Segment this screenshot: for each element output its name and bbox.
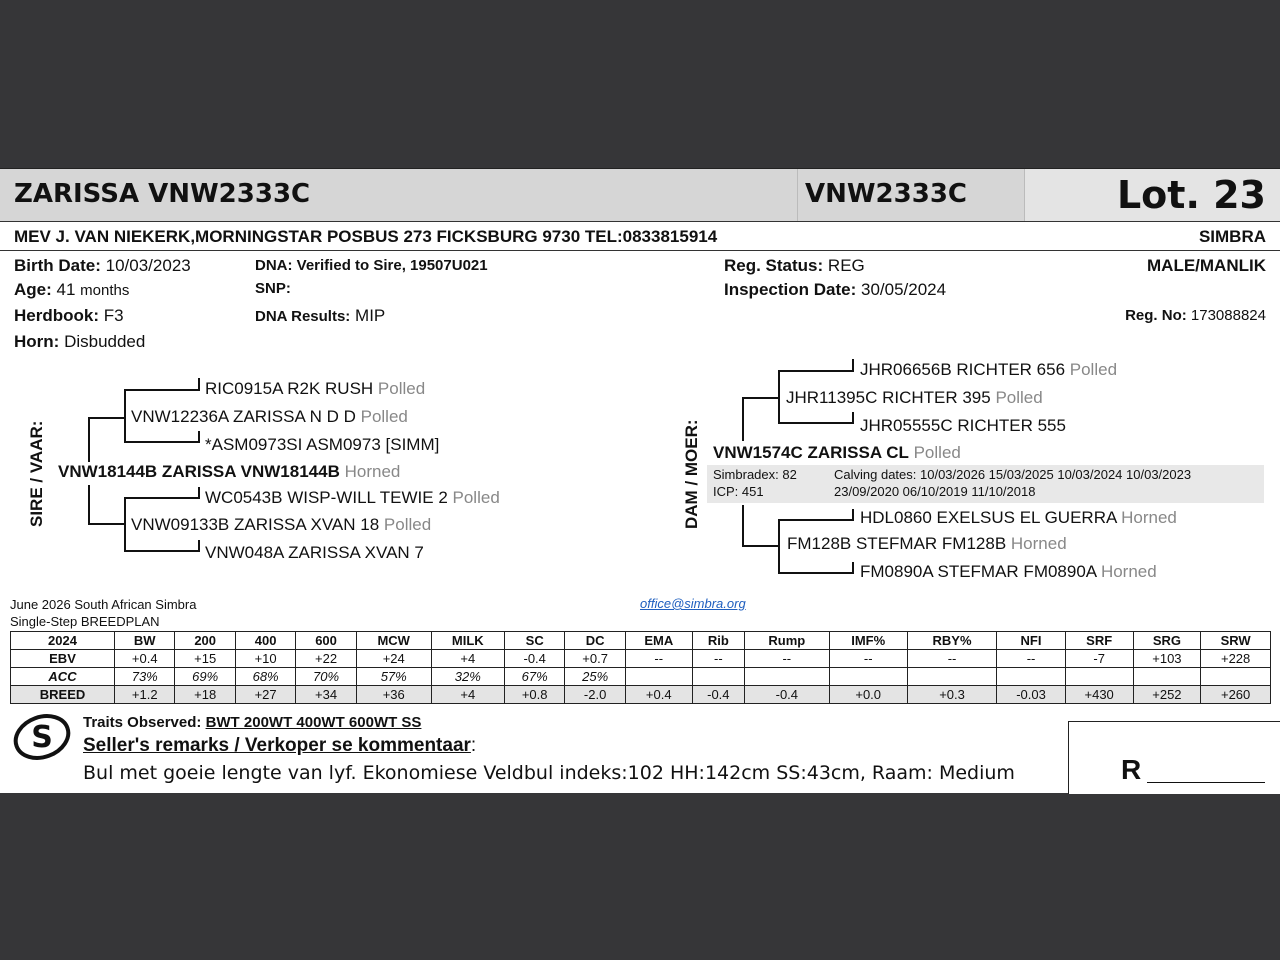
headers-row-label: 2024 — [11, 632, 115, 650]
ped-line — [124, 497, 200, 499]
ebv-cell: -0.4 — [504, 650, 564, 668]
ebv-cell: -- — [829, 650, 907, 668]
breed-cell: +0.8 — [504, 686, 564, 704]
sire: VNW18144B ZARISSA VNW18144B Horned — [58, 462, 401, 481]
headers-cell: SC — [504, 632, 564, 650]
header-divider — [797, 169, 798, 221]
acc-row-label: ACC — [11, 668, 115, 686]
breed-cell: +4 — [431, 686, 504, 704]
reg-no: Reg. No: 173088824 — [1125, 307, 1266, 324]
breed-cell: +1.2 — [115, 686, 175, 704]
headers-cell: BW — [115, 632, 175, 650]
ebv-cell: -- — [745, 650, 830, 668]
simbradex: Simbradex: 82 — [713, 467, 797, 482]
ebv-cell: +10 — [235, 650, 295, 668]
ebv-header-row — [11, 632, 1271, 650]
acc-cell — [1201, 668, 1271, 686]
simbra-logo-icon — [12, 711, 74, 761]
ebv-row-label: EBV — [11, 650, 115, 668]
ebv-row — [11, 650, 1271, 668]
ebv-cell: +4 — [431, 650, 504, 668]
breed-cell: +36 — [356, 686, 431, 704]
headers-cell: SRF — [1065, 632, 1133, 650]
snp: SNP: — [255, 280, 291, 297]
icp: ICP: 451 — [713, 484, 764, 499]
ebv-cell: -7 — [1065, 650, 1133, 668]
breed-cell: +0.3 — [907, 686, 996, 704]
breed-cell: -0.4 — [745, 686, 830, 704]
dna-verified: DNA: Verified to Sire, 19507U021 — [255, 257, 488, 274]
acc-cell — [1065, 668, 1133, 686]
acc-cell: 73% — [115, 668, 175, 686]
ped-line — [88, 523, 126, 525]
sire-dam-sire: WC0543B WISP-WILL TEWIE 2 Polled — [205, 488, 500, 507]
breed-cell: -2.0 — [565, 686, 625, 704]
ebv-cell: +22 — [296, 650, 356, 668]
dam-performance-box — [707, 465, 1264, 503]
acc-cell — [745, 668, 830, 686]
owner-details: MEV J. VAN NIEKERK,MORNINGSTAR POSBUS 273 FICKSBURG 9730 TEL:0833815914 — [14, 227, 718, 246]
breed-cell: +27 — [235, 686, 295, 704]
ped-line — [198, 487, 200, 499]
sire-sire-dam: *ASM0973SI ASM0973 [SIMM] — [205, 435, 440, 454]
ebv-cell: -- — [625, 650, 692, 668]
dam-sire-dam: JHR05555C RICHTER 555 — [860, 416, 1066, 435]
breedplan-title: June 2026 South African Simbra — [10, 597, 197, 612]
headers-cell: RBY% — [907, 632, 996, 650]
headers-cell: MCW — [356, 632, 431, 650]
ped-line — [198, 431, 200, 443]
breed-cell: +252 — [1133, 686, 1201, 704]
sire-dam-dam: VNW048A ZARISSA XVAN 7 — [205, 543, 424, 562]
ped-line — [88, 417, 126, 419]
horn: Horn: Disbudded — [14, 332, 146, 351]
ebv-cell: -- — [997, 650, 1066, 668]
ebv-cell: +103 — [1133, 650, 1201, 668]
birth-date: Birth Date: 10/03/2023 — [14, 256, 191, 275]
acc-cell: 68% — [235, 668, 295, 686]
ped-line — [88, 417, 90, 462]
sire-sire: VNW12236A ZARISSA N D D Polled — [131, 407, 408, 426]
acc-cell: 32% — [431, 668, 504, 686]
ped-line — [778, 519, 780, 573]
headers-cell: SRW — [1201, 632, 1271, 650]
remarks-text: Bul met goeie lengte van lyf. Ekonomiese Veldbul indeks:102 HH:142cm SS:43cm, Raam: Medium — [83, 762, 1015, 784]
headers-cell: Rib — [692, 632, 744, 650]
ped-line — [852, 412, 854, 424]
acc-cell — [997, 668, 1066, 686]
ped-line — [124, 389, 126, 442]
acc-cell: 70% — [296, 668, 356, 686]
ped-line — [742, 505, 744, 546]
dam-sire-sire: JHR06656B RICHTER 656 Polled — [860, 360, 1118, 379]
animal-id: VNW2333C — [805, 179, 968, 209]
breed-cell: -0.4 — [692, 686, 744, 704]
ped-line — [124, 389, 200, 391]
headers-cell: 400 — [235, 632, 295, 650]
ped-line — [852, 562, 854, 574]
ped-line — [198, 540, 200, 552]
headers-cell: NFI — [997, 632, 1066, 650]
ped-line — [88, 485, 90, 525]
breed-cell: +0.4 — [625, 686, 692, 704]
breed-cell: +430 — [1065, 686, 1133, 704]
headers-cell: DC — [565, 632, 625, 650]
ebv-cell: +15 — [175, 650, 235, 668]
headers-cell: EMA — [625, 632, 692, 650]
reg-status: Reg. Status: REG — [724, 256, 865, 275]
dam-dam-sire: HDL0860 EXELSUS EL GUERRA Horned — [860, 508, 1177, 527]
ebv-cell: -- — [692, 650, 744, 668]
price-entry-line[interactable] — [1147, 782, 1265, 783]
acc-row — [11, 668, 1271, 686]
headers-cell: IMF% — [829, 632, 907, 650]
headers-cell: Rump — [745, 632, 830, 650]
office-email-link[interactable]: office@simbra.org — [640, 596, 746, 611]
herdbook: Herdbook: F3 — [14, 306, 124, 325]
price-box — [1068, 721, 1280, 794]
breed-row — [11, 686, 1271, 704]
acc-cell — [907, 668, 996, 686]
price-label: R — [1121, 754, 1142, 785]
ebv-table — [10, 631, 1271, 704]
acc-cell: 25% — [565, 668, 625, 686]
dam: VNW1574C ZARISSA CL Polled — [713, 443, 961, 462]
breed-cell: +18 — [175, 686, 235, 704]
ped-line — [198, 378, 200, 391]
acc-cell: 69% — [175, 668, 235, 686]
ebv-cell: +0.4 — [115, 650, 175, 668]
ped-line — [742, 397, 744, 441]
ped-line — [742, 545, 780, 547]
ebv-cell: +24 — [356, 650, 431, 668]
sire-sire-sire: RIC0915A R2K RUSH Polled — [205, 379, 426, 398]
calving-dates-line2: 23/09/2020 06/10/2019 11/10/2018 — [834, 484, 1036, 499]
svg-text:S: S — [31, 720, 53, 755]
ped-line — [778, 422, 854, 424]
ebv-cell: +0.7 — [565, 650, 625, 668]
ped-line — [852, 509, 854, 521]
inspection-date: Inspection Date: 30/05/2024 — [724, 280, 947, 299]
lot-number: Lot. 23 — [1116, 173, 1266, 217]
animal-name: ZARISSA VNW2333C — [14, 179, 311, 209]
remarks-heading: Seller's remarks / Verkoper se kommentaar: — [83, 735, 477, 756]
traits-observed: Traits Observed: BWT 200WT 400WT 600WT SS — [83, 714, 422, 731]
dam-side-label: DAM / MOER: — [682, 419, 701, 529]
headers-cell: SRG — [1133, 632, 1201, 650]
ped-line — [778, 519, 854, 521]
ped-line — [124, 550, 200, 552]
breed-row-label: BREED — [11, 686, 115, 704]
acc-cell: 57% — [356, 668, 431, 686]
lot-header — [0, 169, 1280, 222]
ebv-cell: +228 — [1201, 650, 1271, 668]
breedplan-subtitle: Single-Step BREEDPLAN — [10, 614, 160, 629]
ped-line — [124, 441, 200, 443]
ebv-cell: -- — [907, 650, 996, 668]
ped-line — [742, 397, 780, 399]
headers-cell: 200 — [175, 632, 235, 650]
age: Age: 41 months — [14, 280, 130, 299]
owner-row — [0, 222, 1280, 251]
calving-dates-line1: Calving dates: 10/03/2026 15/03/2025 10/03/2024 10/03/2023 — [834, 467, 1192, 482]
acc-cell — [692, 668, 744, 686]
headers-cell: MILK — [431, 632, 504, 650]
sire-dam: VNW09133B ZARISSA XVAN 18 Polled — [131, 515, 432, 534]
sire-side-label: SIRE / VAAR: — [27, 420, 46, 527]
dam-sire: JHR11395C RICHTER 395 Polled — [786, 388, 1043, 407]
breed-cell: +34 — [296, 686, 356, 704]
dam-dam: FM128B STEFMAR FM128B Horned — [787, 534, 1067, 553]
breed-cell: +0.0 — [829, 686, 907, 704]
dam-dam-dam: FM0890A STEFMAR FM0890A Horned — [860, 562, 1157, 581]
acc-cell: 67% — [504, 668, 564, 686]
ped-line — [778, 370, 854, 372]
ped-line — [778, 572, 854, 574]
breed-name: SIMBRA — [1198, 227, 1266, 246]
ped-line — [852, 359, 854, 372]
lot-card — [0, 168, 1280, 793]
breed-cell: -0.03 — [997, 686, 1066, 704]
acc-cell — [829, 668, 907, 686]
dna-results: DNA Results: MIP — [255, 306, 386, 325]
ped-line — [124, 497, 126, 551]
acc-cell — [625, 668, 692, 686]
acc-cell — [1133, 668, 1201, 686]
sex: MALE/MANLIK — [1147, 256, 1266, 275]
headers-cell: 600 — [296, 632, 356, 650]
breed-cell: +260 — [1201, 686, 1271, 704]
